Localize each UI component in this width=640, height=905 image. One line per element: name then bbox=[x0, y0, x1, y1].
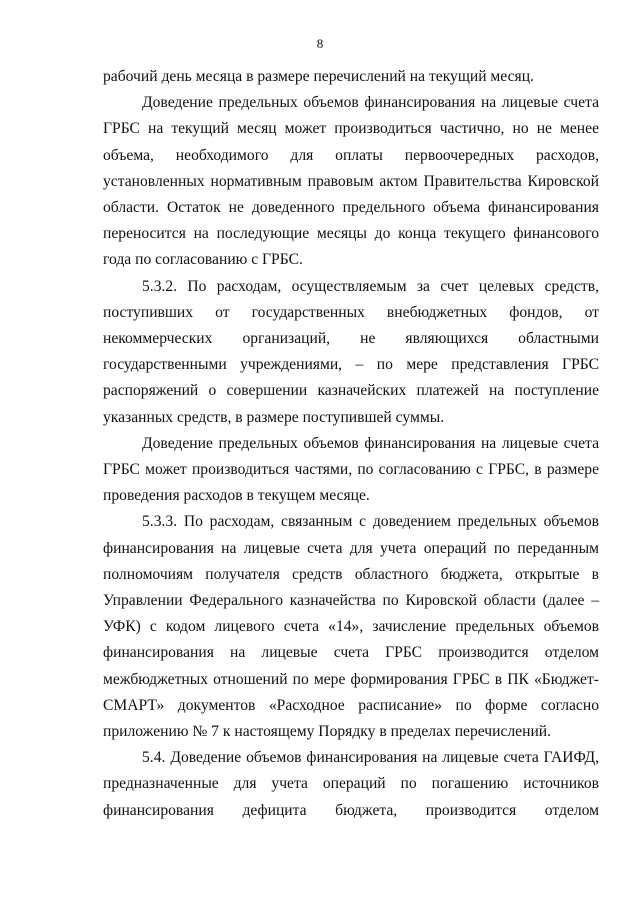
paragraph-5-3-3: 5.3.3. По расходам, связанным с доведением предельных объемов финансирования на лицевые счета для учета операций по переданным полномочиям получателя средств областного бюджета, открытые в Управлении Федерального казначейства по Кировской области (далее – УФК) с кодом лицевого счета «14», зачисление предельных объемов финансирования на лицевые счета ГРБС производится отделом межбюджетных отношений по мере формирования ГРБС в ПК «Бюджет-СМАРТ» документов «Расходное расписание» по форме согласно приложению № 7 к настоящему Порядку в пределах перечислений. bbox=[103, 513, 599, 741]
document-body bbox=[103, 64, 599, 824]
paragraph-financing-in-parts: Доведение предельных объемов финансирования на лицевые счета ГРБС может производиться частями, по согласованию с ГРБС, в размере проведения расходов в текущем месяце. bbox=[103, 434, 599, 505]
paragraph-5-4: 5.4. Доведение объемов финансирования на лицевые счета ГАИФД, предназначенные для учета операций по погашению источников финансирования дефицита бюджета, производится отделом bbox=[103, 749, 599, 819]
paragraph-5-3-2: 5.3.2. По расходам, осуществляемым за счет целевых средств, поступивших от государственных внебюджетных фондов, от некоммерческих организаций, не являющихся областными государственными учреждениями, – по мере представления ГРБС распоряжений о совершении казначейских платежей на поступление указанных средств, в размере поступившей суммы. bbox=[103, 277, 599, 426]
paragraph-financing-current-month: Доведение предельных объемов финансирования на лицевые счета ГРБС на текущий месяц может производиться частично, но не менее объема, необходимого для оплаты первоочередных расходов, установленных нормативным правовым актом Правительства Кировской области. Остаток не доведенного предельного объема финансирования переносится на последующие месяцы до конца текущего финансового года по согласованию с ГРБС. bbox=[103, 94, 599, 269]
page-number: 8 bbox=[316, 36, 324, 51]
paragraph-continuation: рабочий день месяца в размере перечислений на текущий месяц. bbox=[103, 68, 534, 85]
